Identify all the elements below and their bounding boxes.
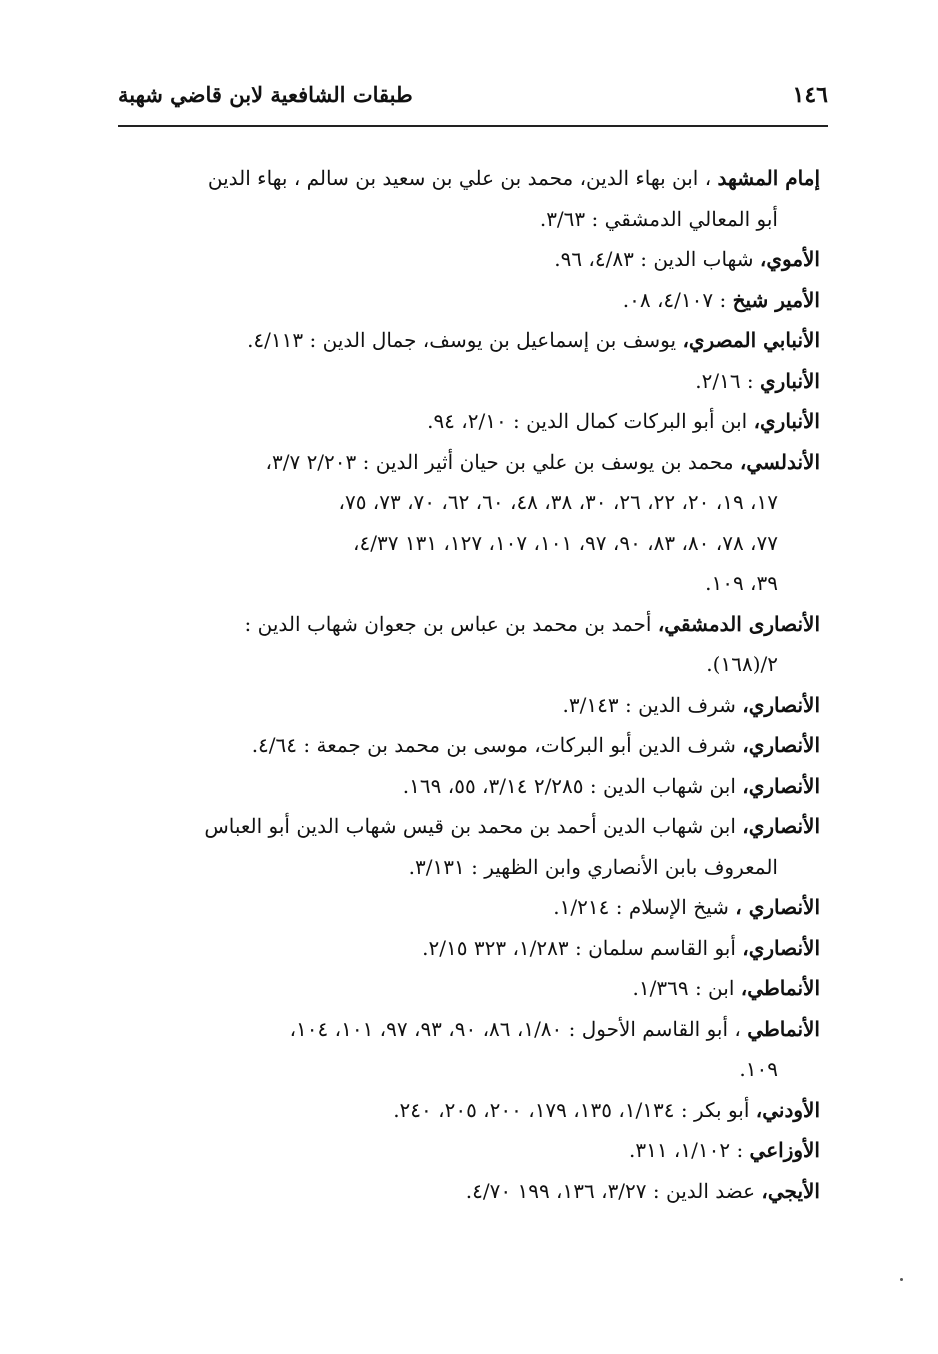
index-entry [128, 1009, 820, 1090]
index-entry [128, 928, 820, 969]
entry-name: الأنباري، [753, 409, 820, 433]
entry-separator: ، [728, 1016, 748, 1041]
entry-text: يوسف بن إسماعيل بن يوسف، جمال الدين : ٤/١١٣. [247, 328, 677, 352]
index-entry [128, 806, 820, 887]
entry-text: ابن شهاب الدين : ٢/٢٨٥ ٣/١٤، ٥٥، ١٦٩. [402, 773, 736, 798]
entry-text: شرف الدين أبو البركات، موسى بن محمد بن جمعة : ٤/٦٤. [251, 733, 736, 757]
entry-name: الأنباري [760, 368, 820, 393]
entry-name: الأموي، [759, 247, 820, 271]
entry-text: ١/١٠٢، ٣١١. [628, 1138, 731, 1162]
index-entry [128, 1090, 820, 1131]
running-title: طبقات الشافعية لابن قاضي شهبة [118, 82, 413, 107]
entry-text: شيخ الإسلام : ١/٢١٤. [553, 895, 729, 919]
entry-continuation: ٣٩، ١٠٩. [705, 571, 778, 595]
entry-text: ابن أبو البركات كمال الدين : ٢/١٠، ٩٤. [427, 409, 748, 433]
entry-name: الأمير شيخ [732, 287, 820, 312]
index-entry [128, 685, 820, 726]
index-entry [128, 1171, 820, 1212]
index-entry [128, 725, 820, 766]
page-number: ١٤٦ [792, 82, 828, 108]
entry-continuation: ٧٧، ٧٨، ٨٠، ٨٣، ٩٠، ٩٧، ١٠١، ١٠٧، ١٢٧، ١٣١ ٤/٣٧، [353, 530, 778, 555]
index-entry [128, 320, 820, 361]
entry-separator: : [740, 368, 761, 393]
entry-text: عضد الدين : ٣/٢٧، ١٣٦، ١٩٩ ٤/٧٠. [465, 1178, 756, 1203]
entry-name: الأنصاري، [742, 692, 820, 717]
entry-name: الأنماطي [747, 1016, 820, 1041]
entry-text: أبو القاسم سلمان : ١/٢٨٣، ٣٢٣ ٢/١٥. [422, 935, 736, 960]
index-entry [128, 766, 820, 807]
index-entry [128, 239, 820, 280]
entry-continuation: المعروف بابن الأنصاري وابن الظهير : ٣/١٣١. [408, 854, 778, 879]
entry-name: الأنصاري، [742, 773, 820, 798]
index-entry [128, 968, 820, 1009]
entry-continuation: ٢/(١٦٨). [706, 652, 778, 676]
index-entry [128, 361, 820, 402]
scan-speck [900, 1278, 903, 1281]
entry-name: الأوزاعي [749, 1138, 820, 1162]
index-entry [128, 442, 820, 604]
index-entry [128, 280, 820, 321]
entry-text: ابن بهاء الدين، محمد بن علي بن سعيد بن سالم ، بهاء الدين [207, 166, 699, 190]
entry-name: الأنصارى الدمشقي، [657, 611, 820, 636]
header-rule [118, 125, 828, 127]
index-entry [128, 604, 820, 685]
entry-continuation: أبو المعالي الدمشقي : ٣/٦٣. [539, 206, 778, 231]
entry-text: شهاب الدين : ٤/٨٣، ٩٦. [554, 247, 754, 271]
entry-name: الأنصاري ، [735, 895, 820, 919]
index-entry [128, 1130, 820, 1171]
entry-text: ٤/١٠٧، ٠٨. [622, 287, 714, 312]
entry-name: الأيجي، [761, 1178, 820, 1203]
entry-text: أحمد بن محمد بن عباس بن جعوان شهاب الدين : [244, 611, 652, 636]
entry-name: الأنصاري، [742, 814, 820, 838]
entry-continuation: ١٠٩. [739, 1057, 778, 1081]
entry-name: إمام المشهد [717, 166, 820, 190]
entry-text: أبو بكر : ١/١٣٤، ١٣٥، ١٧٩، ٢٠٠، ٢٠٥، ٢٤٠. [393, 1097, 750, 1122]
entry-name: الأودني، [755, 1097, 820, 1122]
entry-text: أبو القاسم الأحول : ١/٨٠، ٨٦، ٩٠، ٩٣، ٩٧، ١٠١، ١٠٤، [289, 1016, 729, 1041]
entry-text: ٢/١٦. [695, 368, 741, 393]
entry-text: محمد بن يوسف بن علي بن حيان أثير الدين : ٢/٢٠٣ ٣/٧، [265, 449, 734, 474]
index-entry [128, 401, 820, 442]
entry-continuation: ١٧، ١٩، ٢٠، ٢٢، ٢٦، ٣٠، ٣٨، ٤٨، ٦٠، ٦٢، ٧٠، ٧٣، ٧٥، [338, 490, 778, 514]
entry-name: الأنبابي المصري، [682, 328, 820, 352]
entry-text: شرف الدين : ٣/١٤٣. [562, 692, 736, 717]
entry-name: الأنماطي، [740, 976, 820, 1000]
entry-name: الأنصاري، [742, 733, 820, 757]
entry-text: ابن شهاب الدين أحمد بن محمد بن قيس شهاب الدين أبو العباس [204, 814, 736, 838]
running-head [118, 82, 828, 122]
index-entry [128, 158, 820, 239]
index-entry [128, 887, 820, 928]
entry-separator: : [730, 1138, 750, 1162]
entry-text: ابن : ١/٣٦٩. [632, 976, 735, 1000]
index-entries [128, 158, 820, 1211]
entry-separator: ، [698, 166, 718, 190]
entry-separator: : [713, 287, 733, 312]
entry-name: الأنصاري، [742, 935, 820, 960]
entry-name: الأندلسي، [739, 449, 820, 474]
